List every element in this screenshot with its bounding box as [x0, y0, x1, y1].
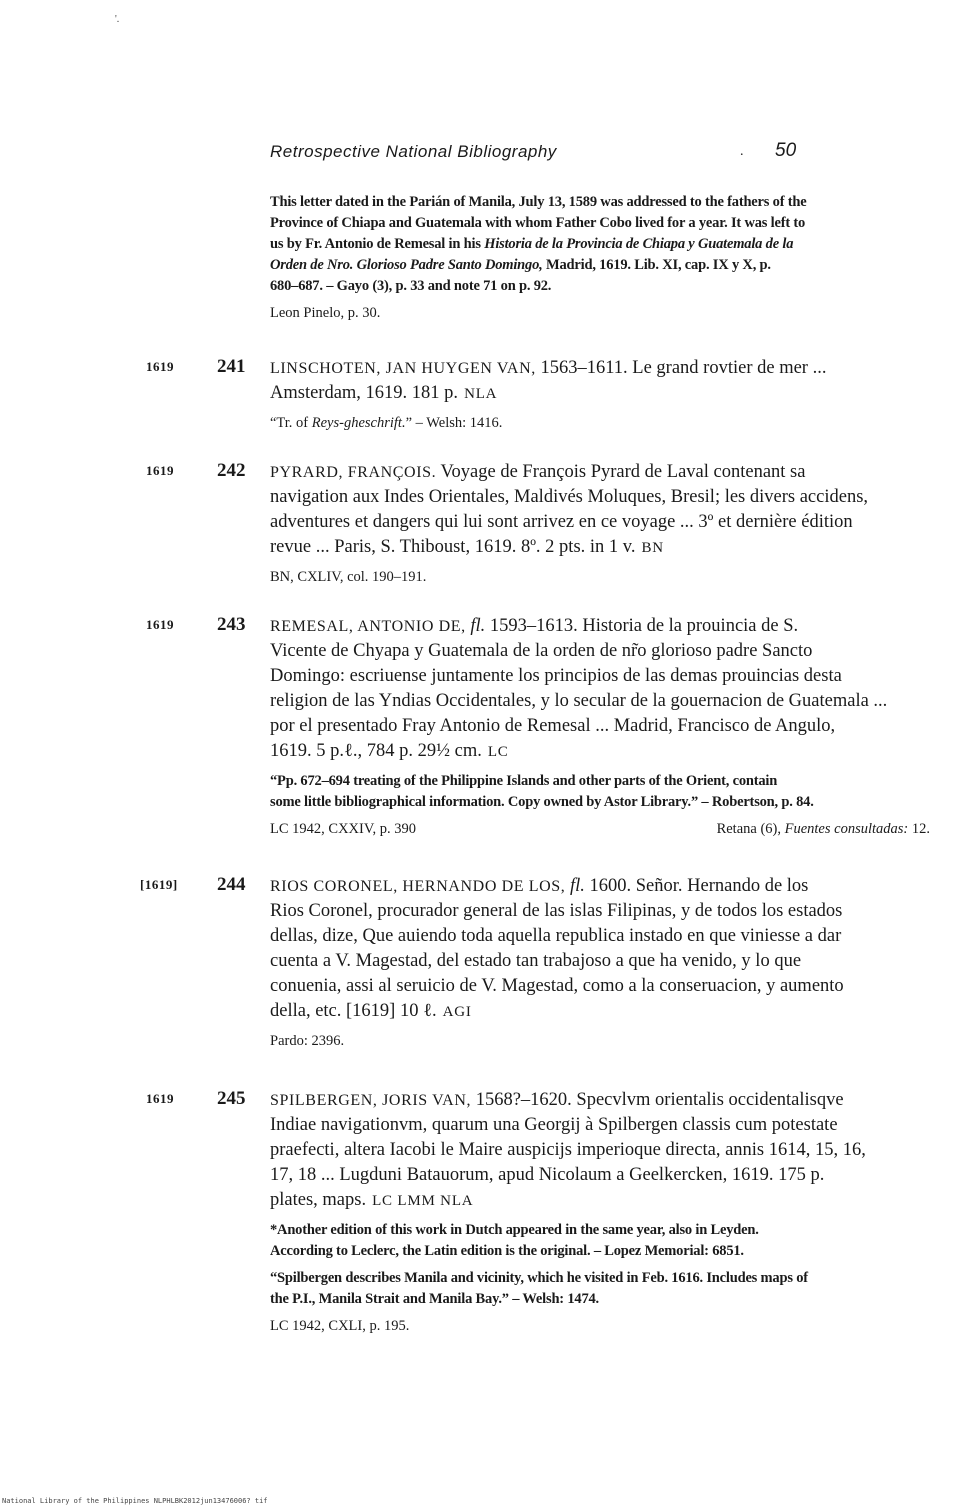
entry-line: conuenia, assi al seruicio de V. Magestad, como a la conseruacion, y aumento — [270, 976, 844, 996]
entry-main — [270, 460, 950, 561]
entry-year: 1619 — [146, 617, 174, 632]
entry-number: 244 — [217, 874, 246, 895]
entry-author: REMESAL, ANTONIO DE, — [270, 618, 466, 635]
note-italic: Reys-gheschrift. — [311, 415, 406, 431]
reference-right — [717, 819, 930, 840]
entry-note — [270, 1268, 950, 1310]
entry-line — [270, 874, 950, 899]
entry-line: Indiae navigationvm, quarum una Georgij à Spilbergen classis cum potestate — [270, 1115, 838, 1135]
running-header — [270, 142, 810, 162]
entry-line: cuenta a V. Magestad, del estado tan trabajoso a que ha venido, y lo que — [270, 951, 802, 971]
note-line — [270, 255, 930, 276]
entry-body — [270, 356, 950, 434]
entry-line-text: 1619. 5 p.ℓ., 784 p. 29½ cm. — [270, 741, 482, 761]
scan-footer: National Library of the Philippines NLPHLBK2012jun13476006? tif — [2, 1497, 268, 1505]
entry-author: PYRARD, FRANÇOIS. — [270, 464, 437, 481]
entry-line-text: 1593–1613. Historia de la prouincia de S. — [485, 616, 799, 636]
entry-main — [270, 874, 950, 1025]
reference-italic: Fuentes consultadas: — [784, 821, 909, 837]
note-line: some little bibliographical information. Copy owned by Astor Library.” – Robertson, p. 84. — [270, 794, 814, 810]
header-dot: . — [740, 144, 744, 159]
entry-line — [270, 535, 950, 561]
reference-text: 12. — [908, 821, 930, 837]
entry-author: RIOS CORONEL, HERNANDO DE LOS, — [270, 878, 566, 895]
entry-main — [270, 356, 950, 407]
note-text: ” – Welsh: 1416. — [405, 415, 503, 431]
reference-line: Leon Pinelo, p. 30. — [270, 305, 381, 321]
entry-number: 245 — [217, 1088, 246, 1109]
entry-line: Vicente de Chyapa y Guatemala de la orden de nr̃o glorioso padre Sancto — [270, 641, 813, 661]
entry-line-text: 1600. Señor. Hernando de los — [584, 876, 809, 896]
entry-number: 242 — [217, 460, 246, 481]
entry-year: 1619 — [146, 1091, 174, 1106]
entry-line — [270, 614, 950, 639]
entry-line: adventures et dangers qui lui sont arrivez en ce voyage ... 3º et dernière édition — [270, 512, 853, 532]
entry-body — [270, 614, 950, 840]
note-text: “Tr. of — [270, 415, 312, 431]
library-codes: LC LMM NLA — [372, 1193, 474, 1209]
note-line: This letter dated in the Parián of Manila, July 13, 1589 was addressed to the fathers of the — [270, 194, 807, 210]
entry-line: religion de las Yndias Occidentales, y lo secular de la gouernacion de Guatemala ... — [270, 691, 888, 711]
entry-note — [270, 771, 950, 813]
note-line: “Spilbergen describes Manila and vicinity, which he visited in Feb. 1616. Includes maps of — [270, 1270, 808, 1286]
reference-left: LC 1942, CXXIV, p. 390 — [270, 821, 416, 837]
margin-mark: '. — [115, 14, 120, 25]
reference-line: Pardo: 2396. — [270, 1033, 345, 1049]
entry-year: 1619 — [146, 359, 174, 374]
note-line-text: us by Fr. Antonio de Remesal in his — [270, 236, 485, 252]
entry-line: Rios Coronel, procurador general de las islas Filipinas, y de todos los estados — [270, 901, 843, 921]
entry-line-text: plates, maps. — [270, 1190, 367, 1210]
note-line: “Pp. 672–694 treating of the Philippine Islands and other parts of the Orient, contain — [270, 773, 778, 789]
library-codes: BN — [641, 540, 664, 556]
entry-line — [270, 1188, 950, 1214]
note-line: the P.I., Manila Strait and Manila Bay.” – Welsh: 1474. — [270, 1291, 599, 1307]
note-line: 680–687. – Gayo (3), p. 33 and note 71 on p. 92. — [270, 278, 552, 294]
entry-number: 241 — [217, 356, 246, 377]
entry-line: Domingo: escriuense juntamente los principios de las demas prouincias desta — [270, 666, 842, 686]
note-line — [270, 234, 930, 255]
entry-main — [270, 1088, 950, 1214]
entry-note — [270, 1220, 950, 1262]
note-line-italic: Orden de Nro. Glorioso Padre Santo Domingo, — [270, 257, 543, 273]
entry-body — [270, 874, 950, 1052]
entry-line — [270, 999, 950, 1025]
reference-row — [270, 819, 930, 840]
floruit-mark: fl. — [569, 876, 585, 896]
entry-line — [270, 381, 950, 407]
entry-line-text: 1563–1611. Le grand rovtier de mer ... — [535, 358, 827, 378]
entry-line: por el presentado Fray Antonio de Remesal ... Madrid, Francisco de Angulo, — [270, 716, 836, 736]
note-line: According to Leclerc, the Latin edition is the original. – Lopez Memorial: 6851. — [270, 1243, 744, 1259]
entry-body — [270, 460, 950, 588]
entry-line — [270, 460, 950, 485]
note-line: *Another edition of this work in Dutch appeared in the same year, also in Leyden. — [270, 1222, 759, 1238]
entry-line-text: Amsterdam, 1619. 181 p. — [270, 383, 459, 403]
entry-author: SPILBERGEN, JORIS VAN, — [270, 1092, 472, 1109]
entry-line — [270, 356, 950, 381]
reference-line: LC 1942, CXLI, p. 195. — [270, 1318, 410, 1334]
floruit-mark: fl. — [470, 616, 486, 636]
continuation-note — [270, 192, 930, 324]
reference-line: BN, CXLIV, col. 190–191. — [270, 569, 427, 585]
header-title: Retrospective National Bibliography — [270, 142, 557, 161]
entry-line: navigation aux Indes Orientales, Maldivés Moluques, Bresil; les divers accidens, — [270, 487, 869, 507]
library-codes: AGI — [442, 1004, 472, 1020]
entry-line — [270, 739, 950, 765]
reference-text: Retana (6), — [716, 821, 785, 837]
entry-line-text: Voyage de François Pyrard de Laval contenant sa — [436, 462, 806, 482]
entry-line: 17, 18 ... Lugduni Batauorum, apud Nicolaum a Geelkercken, 1619. 175 p. — [270, 1165, 825, 1185]
entry-number: 243 — [217, 614, 246, 635]
page-number: 50 — [775, 140, 797, 161]
entry-line: dellas, dize, Que auiendo toda aquella republica instado en que viniesse a dar — [270, 926, 842, 946]
note-line-text: Madrid, 1619. Lib. XI, cap. IX y X, p. — [542, 257, 771, 273]
entry-line — [270, 1088, 950, 1113]
entry-line-text: revue ... Paris, S. Thiboust, 1619. 8º. 2 pts. in 1 v. — [270, 537, 636, 557]
entry-line: praefecti, altera Iacobi le Maire auspicijs imperioque directa, annis 1614, 15, 16, — [270, 1140, 866, 1160]
entry-note — [270, 413, 950, 434]
entry-line-text: della, etc. [1619] 10 ℓ. — [270, 1001, 437, 1021]
library-codes: NLA — [464, 386, 498, 402]
note-line: Province of Chiapa and Guatemala with whom Father Cobo lived for a year. It was left to — [270, 215, 806, 231]
entry-main — [270, 614, 950, 765]
note-line-italic: Historia de la Provincia de Chiapa y Guatemala de la — [484, 236, 794, 252]
entry-year: 1619 — [146, 463, 174, 478]
entry-year: [1619] — [140, 877, 178, 892]
note-text — [270, 192, 930, 297]
entry-author: LINSCHOTEN, JAN HUYGEN VAN, — [270, 360, 536, 377]
entry-body — [270, 1088, 950, 1337]
library-codes: LC — [487, 744, 509, 760]
entry-line-text: 1568?–1620. Specvlvm orientalis occidentalisqve — [471, 1090, 844, 1110]
